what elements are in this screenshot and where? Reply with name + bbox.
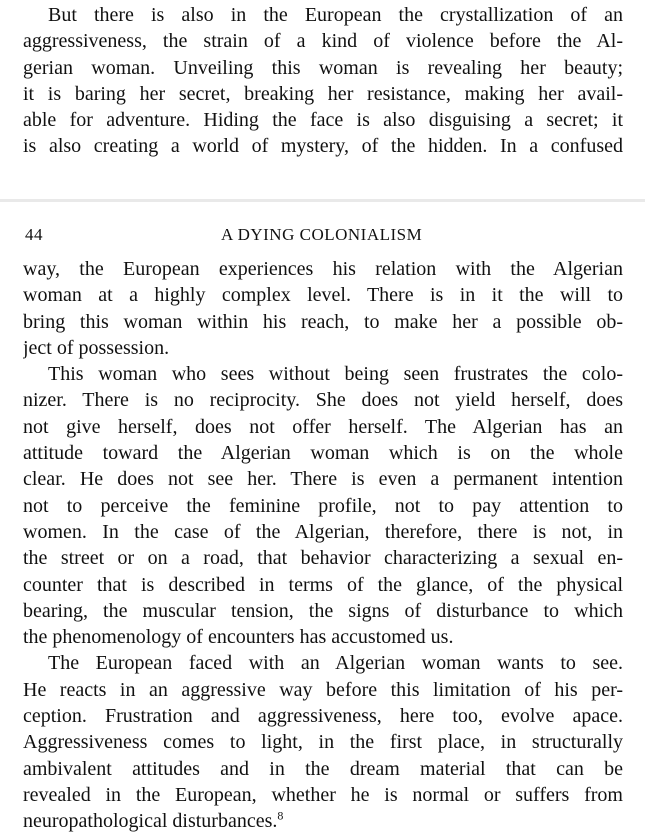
text-line: He reacts in an aggressive way before this limitation of his per- <box>23 678 623 701</box>
text-line: But there is also in the European the crystallization of an <box>48 4 623 26</box>
text-line: nizer. There is no reciprocity. She does not yield herself, does <box>23 389 623 412</box>
text-line: counter that is described in terms of the glance, of the physical <box>23 573 623 596</box>
text-line-with-footnote <box>23 808 623 834</box>
text-line: Aggressiveness comes to light, in the first place, in structurally <box>23 731 623 754</box>
page-body-text <box>23 256 623 835</box>
text-line: woman at a highly complex level. There is in it the will to <box>23 284 623 307</box>
running-title: A DYING COLONIALISM <box>221 225 423 244</box>
text-line: bring this woman within his reach, to make her a possible ob- <box>23 310 623 333</box>
text-line: clear. He does not see her. There is even a permanent intention <box>23 468 623 491</box>
text-line: The European faced with an Algerian woman wants to see. <box>48 652 623 675</box>
text-line: gerian woman. Unveiling this woman is revealing her beauty; <box>23 56 623 79</box>
text-line: bearing, the muscular tension, the signs of disturbance to which <box>23 599 623 622</box>
text-line: revealed in the European, whether he is normal or suffers from <box>23 783 623 806</box>
text-line: is also creating a world of mystery, of the hidden. In a confused <box>23 135 623 158</box>
text-line: attitude toward the Algerian woman which is on the whole <box>23 442 623 465</box>
text-line: it is baring her secret, breaking her resistance, making her avail- <box>23 82 623 105</box>
text-line: women. In the case of the Algerian, therefore, there is not, in <box>23 520 623 543</box>
text-line: able for adventure. Hiding the face is also disguising a secret; it <box>23 109 623 132</box>
text-line: ambivalent attitudes and in the dream material that can be <box>23 757 623 780</box>
text-line: the street or on a road, that behavior characterizing a sexual en- <box>23 547 623 570</box>
text-line: This woman who sees without being seen frustrates the colo- <box>48 363 623 386</box>
text-line: ception. Frustration and aggressiveness, here too, evolve apace. <box>23 705 623 728</box>
footnote-reference: 8 <box>277 808 284 823</box>
text-line: the phenomenology of encounters has accustomed us. <box>23 626 454 649</box>
running-head <box>25 225 625 247</box>
page-number: 44 <box>25 225 43 244</box>
text-line: ject of possession. <box>23 336 170 359</box>
text-line: not to perceive the feminine profile, not to pay attention to <box>23 494 623 517</box>
text-line: way, the European experiences his relation with the Algerian <box>23 258 623 280</box>
text-line: aggressiveness, the strain of a kind of violence before the Al- <box>23 30 623 53</box>
previous-page-text <box>23 2 623 160</box>
text-line-content: neuropathological disturbances. <box>23 810 278 833</box>
text-line: not give herself, does not offer herself. The Algerian has an <box>23 415 623 438</box>
